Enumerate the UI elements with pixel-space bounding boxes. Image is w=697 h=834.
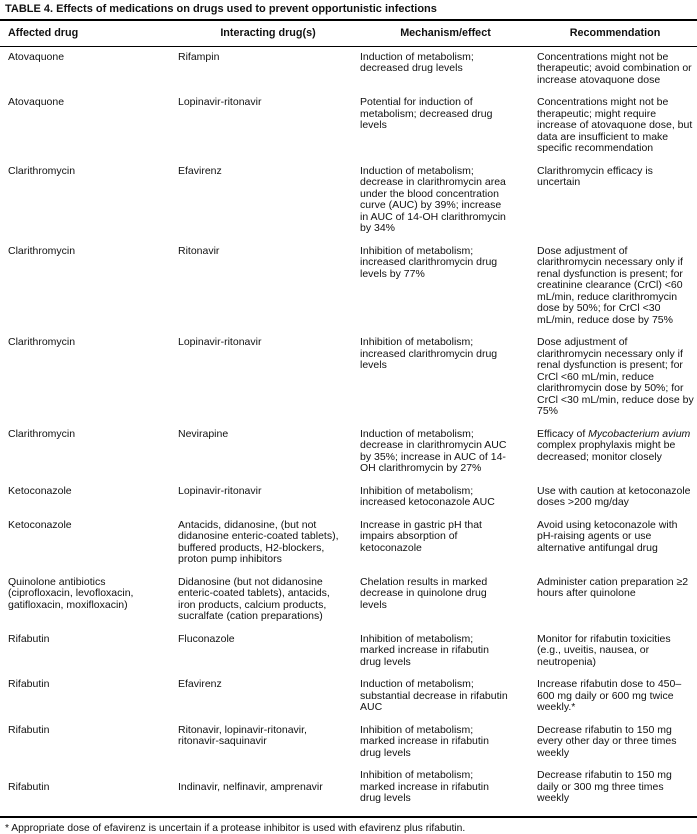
cell-recommendation: Concentrations might not be therapeutic; might require increase of atovaquone dose, but data are insufficient to make specific recommendation xyxy=(537,96,693,154)
cell-mechanism-effect: Inhibition of metabolism; marked increase in rifabutin drug levels xyxy=(360,769,489,804)
table-row xyxy=(0,486,697,520)
cell-interacting-drugs: Lopinavir-ritonavir xyxy=(178,484,262,497)
cell-interacting-drugs: Efavirenz xyxy=(178,678,222,690)
cell-affected-drug: Rifabutin xyxy=(8,723,50,736)
cell-recommendation: Clarithromycin efficacy is uncertain xyxy=(537,164,653,188)
cell-affected-drug: Clarithromycin xyxy=(8,427,76,440)
cell-recommendation: Increase rifabutin dose to 450–600 mg daily or 600 mg twice weekly.* xyxy=(537,678,682,713)
table-row xyxy=(0,166,697,246)
table-row xyxy=(0,577,697,634)
cell-interacting-drugs: Ritonavir xyxy=(178,244,220,257)
cell-interacting-drugs: Rifampin xyxy=(178,50,220,63)
column-header-affected-drug: Affected drug xyxy=(0,21,178,46)
cell-mechanism-effect: Induction of metabolism; substantial decrease in rifabutin AUC xyxy=(360,678,508,713)
cell-recommendation: Dose adjustment of clarithromycin necessary only if renal dysfunction is present; for creatinine clearance (CrCl) <60 mL/min, reduce clarithromycin dose by 50%; for CrCl <30 mL/min, reduce dose by 75% xyxy=(537,244,683,326)
column-header-recommendation: Recommendation xyxy=(533,21,697,46)
table-header xyxy=(0,21,697,46)
cell-mechanism-effect: Increase in gastric pH that impairs absorption of ketoconazole xyxy=(360,518,482,554)
cell-interacting-drugs: Nevirapine xyxy=(178,427,229,440)
cell-affected-drug: Atovaquone xyxy=(8,96,65,108)
cell-recommendation xyxy=(533,429,697,486)
cell-affected-drug: Ketoconazole xyxy=(8,518,72,531)
cell-recommendation: Monitor for rifabutin toxicities (e.g., uveitis, nausea, or neutropenia) xyxy=(537,632,671,668)
cell-mechanism-effect: Inhibition of metabolism; marked increase in rifabutin drug levels xyxy=(360,723,489,759)
cell-mechanism-effect: Induction of metabolism; decrease in clarithromycin AUC by 35%; increase in AUC of 14-OH clarithromycin by 27% xyxy=(360,427,507,474)
cell-affected-drug: Quinolone antibiotics (ciprofloxacin, levofloxacin, gatifloxacin, moxifloxacin) xyxy=(8,575,134,611)
table-row xyxy=(0,97,697,166)
cell-mechanism-effect: Inhibition of metabolism; increased clarithromycin drug levels xyxy=(360,336,498,371)
medication-interactions-table xyxy=(0,21,697,818)
cell-affected-drug: Rifabutin xyxy=(8,632,50,645)
cell-interacting-drugs: Lopinavir-ritonavir xyxy=(178,336,262,348)
cell-mechanism-effect: Induction of metabolism; decrease in clarithromycin area under the blood concentration curve (AUC) by 39%; increase in AUC of 14-OH clarithromycin by 34% xyxy=(360,164,506,234)
cell-affected-drug: Clarithromycin xyxy=(8,244,76,257)
table-row xyxy=(0,429,697,486)
cell-interacting-drugs: Fluconazole xyxy=(178,632,235,645)
cell-recommendation: Administer cation preparation ≥2 hours after quinolone xyxy=(537,575,689,599)
cell-affected-drug: Clarithromycin xyxy=(8,336,76,348)
table-title: TABLE 4. Effects of medications on drugs used to prevent opportunistic infections xyxy=(0,0,697,21)
cell-mechanism-effect: Inhibition of metabolism; increased ketoconazole AUC xyxy=(360,484,495,508)
cell-mechanism-effect: Chelation results in marked decrease in quinolone drug levels xyxy=(360,575,488,611)
cell-interacting-drugs: Indinavir, nelfinavir, amprenavir xyxy=(178,781,323,793)
cell-interacting-drugs: Lopinavir-ritonavir xyxy=(178,96,262,108)
table-row xyxy=(0,246,697,338)
cell-recommendation: Use with caution at ketoconazole doses >200 mg/day xyxy=(537,484,691,508)
cell-affected-drug: Atovaquone xyxy=(8,50,65,63)
cell-mechanism-effect: Inhibition of metabolism; marked increase in rifabutin drug levels xyxy=(360,632,489,668)
header-row xyxy=(0,21,697,46)
table-row xyxy=(0,679,697,725)
table-footnote: * Appropriate dose of efavirenz is uncertain if a protease inhibitor is used with efavirenz plus rifabutin. xyxy=(5,822,466,834)
cell-recommendation: Avoid using ketoconazole with pH-raising agents or use alternative antifungal drug xyxy=(537,518,678,554)
table-row xyxy=(0,770,697,817)
cell-affected-drug: Clarithromycin xyxy=(8,164,76,177)
table-row xyxy=(0,725,697,771)
cell-mechanism-effect: Inhibition of metabolism; increased clarithromycin drug levels by 77% xyxy=(360,244,498,280)
cell-interacting-drugs: Antacids, didanosine, (but not didanosine enteric-coated tablets), buffered products, H2-blockers, proton pump inhibitors xyxy=(178,518,339,565)
table-row xyxy=(0,46,697,97)
column-header-mechanism-effect: Mechanism/effect xyxy=(358,21,533,46)
cell-affected-drug: Rifabutin xyxy=(8,781,50,793)
table-row xyxy=(0,634,697,680)
table-row xyxy=(0,337,697,429)
cell-recommendation: Concentrations might not be therapeutic; avoid combination or increase atovaquone dose xyxy=(537,50,692,86)
cell-interacting-drugs: Efavirenz xyxy=(178,164,222,177)
table-body xyxy=(0,46,697,817)
cell-interacting-drugs: Didanosine (but not didanosine enteric-coated tablets), antacids, iron products, calcium products, sucralfate (cation preparations) xyxy=(178,575,330,622)
table-row xyxy=(0,520,697,577)
cell-recommendation: Dose adjustment of clarithromycin necessary only if renal dysfunction is present; for CrCl <60 mL/min, reduce clarithromycin dose by 50%; for CrCl <30 mL/min, reduce dose by 75% xyxy=(537,336,694,417)
cell-recommendation: Decrease rifabutin to 150 mg every other day or three times weekly xyxy=(537,723,677,759)
cell-affected-drug: Ketoconazole xyxy=(8,484,72,497)
cell-mechanism-effect: Potential for induction of metabolism; decreased drug levels xyxy=(360,96,493,131)
column-header-interacting-drugs: Interacting drug(s) xyxy=(178,21,358,46)
cell-mechanism-effect: Induction of metabolism; decreased drug levels xyxy=(360,50,474,74)
cell-recommendation: Decrease rifabutin to 150 mg daily or 300 mg three times weekly xyxy=(537,769,672,804)
cell-affected-drug: Rifabutin xyxy=(8,678,50,690)
italic-species-name: Mycobacterium avium xyxy=(588,427,691,440)
cell-interacting-drugs: Ritonavir, lopinavir-ritonavir, ritonavir-saquinavir xyxy=(178,723,307,747)
text-segment: complex prophylaxis might be decreased; monitor closely xyxy=(537,439,676,463)
text-segment: Efficacy of xyxy=(537,427,589,440)
